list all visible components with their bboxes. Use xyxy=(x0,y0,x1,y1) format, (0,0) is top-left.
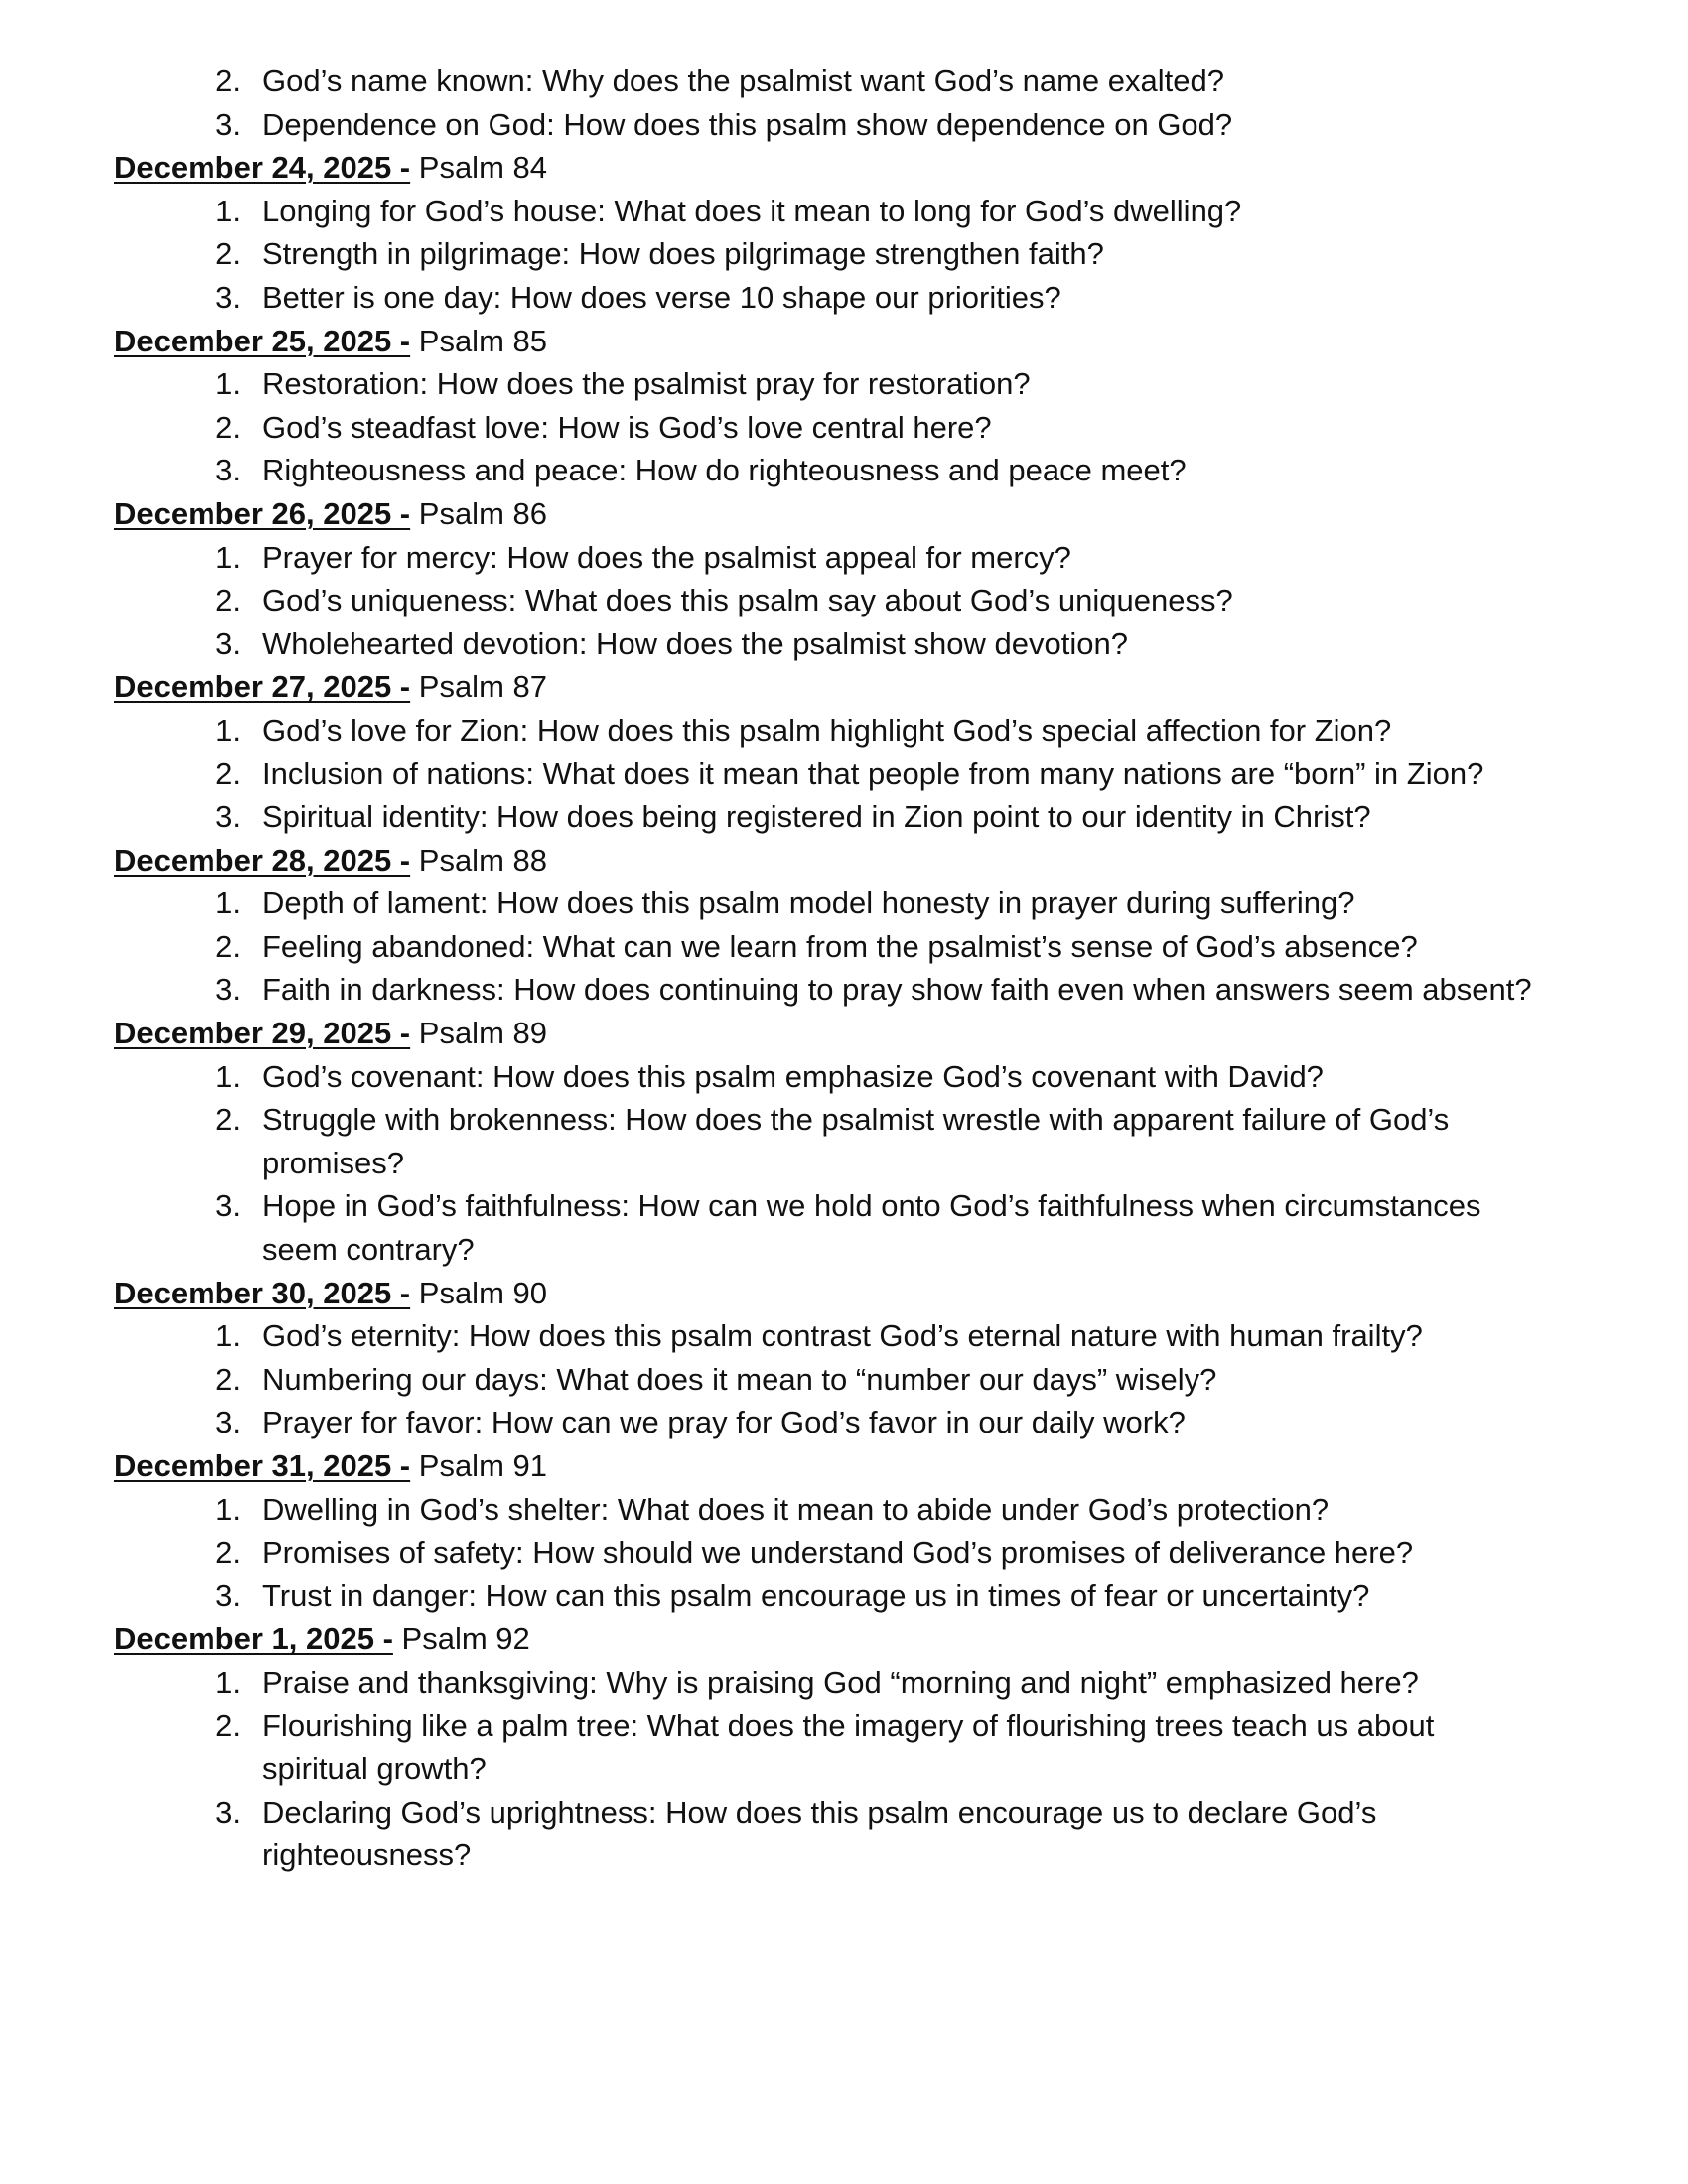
question-number: 3. xyxy=(215,1188,241,1224)
question-number: 3. xyxy=(215,625,241,661)
question-item xyxy=(0,709,1688,752)
question-text: Declaring God’s uprightness: How does this psalm encourage us to declare God’s xyxy=(262,1794,1377,1830)
psalm-reference: Psalm 84 xyxy=(418,150,547,186)
question-item xyxy=(0,622,1688,666)
question-text: righteousness? xyxy=(262,1838,472,1873)
question-item xyxy=(0,276,1688,320)
question-text: Wholehearted devotion: How does the psalmist show devotion? xyxy=(262,625,1128,661)
question-item xyxy=(0,1661,1688,1705)
question-text: Trust in danger: How can this psalm encourage us in times of fear or uncertainty? xyxy=(262,1577,1370,1613)
question-text: Depth of lament: How does this psalm model honesty in prayer during suffering? xyxy=(262,886,1355,921)
question-item xyxy=(0,1358,1688,1402)
question-text: spiritual growth? xyxy=(262,1751,487,1787)
question-number: 1. xyxy=(215,712,241,748)
question-number: 2. xyxy=(215,1707,241,1743)
question-text: promises? xyxy=(262,1145,404,1180)
question-text: seem contrary? xyxy=(262,1232,475,1268)
question-text: Flourishing like a palm tree: What does the imagery of flourishing trees teach us about xyxy=(262,1707,1435,1743)
date-label: December 30, 2025 - xyxy=(114,1275,411,1310)
psalm-reference: Psalm 92 xyxy=(401,1621,530,1657)
question-number: 1. xyxy=(215,886,241,921)
question-continuation xyxy=(0,1142,1688,1185)
question-item xyxy=(0,968,1688,1012)
question-text: God’s eternity: How does this psalm contrast God’s eternal nature with human frailty? xyxy=(262,1318,1423,1354)
date-label: December 31, 2025 - xyxy=(114,1448,411,1483)
question-text: God’s name known: Why does the psalmist want God’s name exalted? xyxy=(262,64,1224,98)
question-number: 1. xyxy=(215,1664,241,1700)
date-heading xyxy=(0,1012,1688,1055)
question-item xyxy=(0,103,1688,147)
date-heading xyxy=(0,492,1688,536)
date-label: December 25, 2025 - xyxy=(114,323,411,358)
question-number: 2. xyxy=(215,755,241,791)
question-item xyxy=(0,232,1688,276)
question-item xyxy=(0,1705,1688,1748)
question-item xyxy=(0,882,1688,925)
psalm-reference: Psalm 85 xyxy=(418,323,547,358)
date-label: December 29, 2025 - xyxy=(114,1016,411,1051)
question-number: 2. xyxy=(215,64,241,98)
question-item xyxy=(0,1098,1688,1142)
question-text: Dependence on God: How does this psalm show dependence on God? xyxy=(262,106,1233,142)
question-number: 1. xyxy=(215,1058,241,1094)
question-item xyxy=(0,752,1688,796)
date-label: December 26, 2025 - xyxy=(114,495,411,531)
date-label: December 27, 2025 - xyxy=(114,669,411,705)
question-item xyxy=(0,925,1688,969)
question-number: 2. xyxy=(215,583,241,618)
question-item xyxy=(0,362,1688,406)
question-number: 3. xyxy=(215,279,241,315)
date-heading xyxy=(0,146,1688,190)
question-item xyxy=(0,795,1688,839)
question-text: Hope in God’s faithfulness: How can we hold onto God’s faithfulness when circumstances xyxy=(262,1188,1481,1224)
question-number: 1. xyxy=(215,193,241,228)
question-text: Struggle with brokenness: How does the psalmist wrestle with apparent failure of God’s xyxy=(262,1102,1450,1138)
question-item xyxy=(0,190,1688,233)
question-number: 2. xyxy=(215,409,241,445)
date-heading xyxy=(0,1444,1688,1488)
question-item xyxy=(0,406,1688,450)
question-number: 2. xyxy=(215,928,241,964)
question-item xyxy=(0,1314,1688,1358)
question-number: 2. xyxy=(215,1535,241,1570)
question-text: Dwelling in God’s shelter: What does it mean to abide under God’s protection? xyxy=(262,1491,1330,1527)
question-text: Praise and thanksgiving: Why is praising God “morning and night” emphasized here? xyxy=(262,1664,1419,1700)
question-text: Feeling abandoned: What can we learn from the psalmist’s sense of God’s absence? xyxy=(262,928,1418,964)
question-item xyxy=(0,1531,1688,1574)
question-text: Restoration: How does the psalmist pray for restoration? xyxy=(262,366,1031,402)
question-item xyxy=(0,1055,1688,1099)
question-number: 3. xyxy=(215,1577,241,1613)
question-continuation xyxy=(0,1228,1688,1272)
question-item xyxy=(0,1574,1688,1618)
date-label: December 24, 2025 - xyxy=(114,150,411,186)
question-text: God’s love for Zion: How does this psalm highlight God’s special affection for Zion? xyxy=(262,712,1392,748)
date-heading xyxy=(0,1272,1688,1315)
question-text: Longing for God’s house: What does it mean to long for God’s dwelling? xyxy=(262,193,1242,228)
date-heading xyxy=(0,320,1688,363)
question-text: God’s uniqueness: What does this psalm say about God’s uniqueness? xyxy=(262,583,1233,618)
question-text: Inclusion of nations: What does it mean that people from many nations are “born” in Zion? xyxy=(262,755,1484,791)
psalm-reference: Psalm 86 xyxy=(418,495,547,531)
question-item xyxy=(0,1791,1688,1835)
date-label: December 28, 2025 - xyxy=(114,842,411,878)
question-number: 3. xyxy=(215,972,241,1008)
question-item xyxy=(0,579,1688,622)
question-number: 1. xyxy=(215,1491,241,1527)
question-number: 1. xyxy=(215,366,241,402)
question-item xyxy=(0,536,1688,580)
psalm-reference: Psalm 91 xyxy=(418,1448,547,1483)
psalm-reference: Psalm 89 xyxy=(418,1016,547,1051)
question-item xyxy=(0,1184,1688,1228)
question-number: 1. xyxy=(215,539,241,575)
psalm-reference: Psalm 90 xyxy=(418,1275,547,1310)
question-text: Numbering our days: What does it mean to “number our days” wisely? xyxy=(262,1361,1217,1397)
question-text: Prayer for mercy: How does the psalmist appeal for mercy? xyxy=(262,539,1071,575)
question-continuation xyxy=(0,1747,1688,1791)
question-item xyxy=(0,1401,1688,1444)
question-item xyxy=(0,1488,1688,1532)
question-continuation xyxy=(0,1834,1688,1877)
question-item xyxy=(0,60,1688,103)
question-number: 3. xyxy=(215,799,241,835)
question-text: God’s steadfast love: How is God’s love central here? xyxy=(262,409,992,445)
question-number: 1. xyxy=(215,1318,241,1354)
question-text: Righteousness and peace: How do righteousness and peace meet? xyxy=(262,453,1187,488)
question-number: 2. xyxy=(215,236,241,272)
question-number: 2. xyxy=(215,1361,241,1397)
question-text: Faith in darkness: How does continuing to pray show faith even when answers seem absent? xyxy=(262,972,1532,1008)
question-text: Prayer for favor: How can we pray for God’s favor in our daily work? xyxy=(262,1405,1186,1440)
question-number: 3. xyxy=(215,1794,241,1830)
date-heading xyxy=(0,1617,1688,1661)
question-text: Spiritual identity: How does being registered in Zion point to our identity in Christ? xyxy=(262,799,1371,835)
document-page xyxy=(0,60,1688,1877)
question-number: 3. xyxy=(215,1405,241,1440)
psalm-reference: Psalm 88 xyxy=(418,842,547,878)
question-text: Promises of safety: How should we understand God’s promises of deliverance here? xyxy=(262,1535,1414,1570)
question-text: God’s covenant: How does this psalm emphasize God’s covenant with David? xyxy=(262,1058,1324,1094)
psalm-reference: Psalm 87 xyxy=(418,669,547,705)
question-text: Better is one day: How does verse 10 shape our priorities? xyxy=(262,279,1061,315)
date-heading xyxy=(0,665,1688,709)
question-item xyxy=(0,449,1688,492)
question-number: 3. xyxy=(215,106,241,142)
question-number: 3. xyxy=(215,453,241,488)
question-text: Strength in pilgrimage: How does pilgrimage strengthen faith? xyxy=(262,236,1104,272)
date-label: December 1, 2025 - xyxy=(114,1621,393,1657)
date-heading xyxy=(0,839,1688,883)
question-number: 2. xyxy=(215,1102,241,1138)
